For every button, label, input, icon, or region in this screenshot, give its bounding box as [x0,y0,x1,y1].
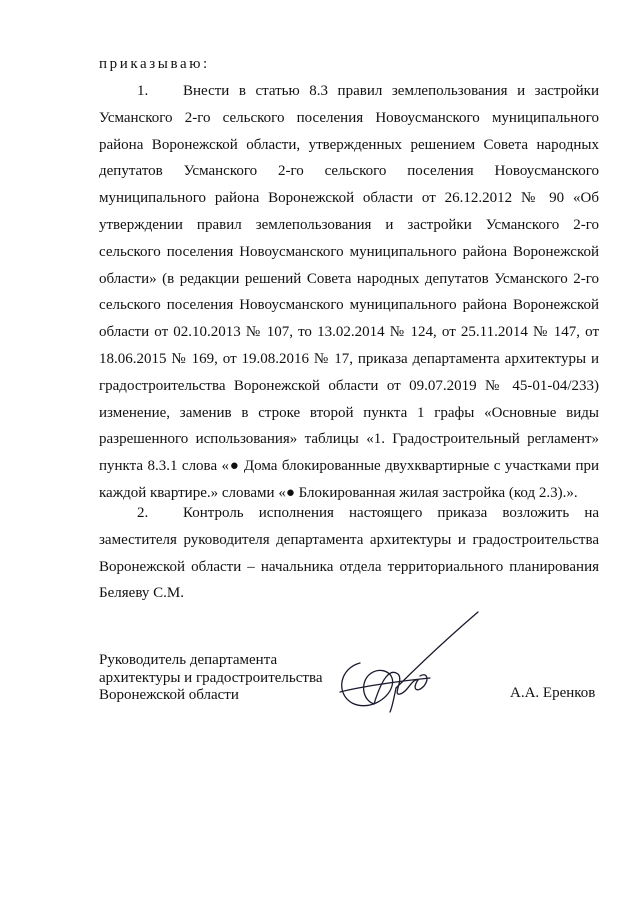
paragraph-2-text: Контроль исполнения настоящего приказа возложить на заместителя руководителя департамента архитектуры и градостроительства Воронежской области – начальника отдела территориального планирования Беляеву С.М. [99,505,599,602]
paragraph-2-number: 2. [137,505,149,521]
paragraph-1-text: Внести в статью 8.3 правил землепользования и застройки Усманского 2-го сельского поселения Новоусманского муниципального района Воронежской области, утвержденных решением Совета народных депутатов Усманского 2-го сельского поселения Новоусманского муниципального района Воронежской области от 26.12.2012 № 90 «Об утверждении правил землепользования и застройки Усманского 2-го сельского поселения Новоусманского муниципального района Воронежской области» (в редакции решений Совета народных депутатов Усманского 2-го сельского поселения Новоусманского муниципального района Воронежской области от 02.10.2013 № 107, то 13.02.2014 № 124, от 25.11.2014 № 147, от 18.06.2015 № 169, от 19.08.2016 № 17, приказа департамента архитектуры и градостроительства Воронежской области от 09.07.2019 № 45-01-04/233) изменение, заменив в строке второй пункта 1 графы «Основные виды разрешенного использования» таблицы «1. Градостроительный регламент» пункта 8.3.1 слова «● Дома блокированные двухквартирные с участками при каждой квартире.» словами «● Блокированная жилая застройка (код 2.3).». [99,83,599,501]
position-line-1: Руководитель департамента [99,652,278,668]
position-line-3: Воронежской области [99,687,239,703]
signatory-position [99,652,322,705]
position-line-2: архитектуры и градостроительства [99,669,323,686]
paragraph-1 [99,78,599,507]
paragraph-2 [99,500,599,607]
intro-word: приказываю: [99,56,210,72]
handwritten-signature [300,608,490,718]
paragraph-1-number: 1. [137,83,149,99]
signer-name: А.А. Еренков [510,685,596,701]
